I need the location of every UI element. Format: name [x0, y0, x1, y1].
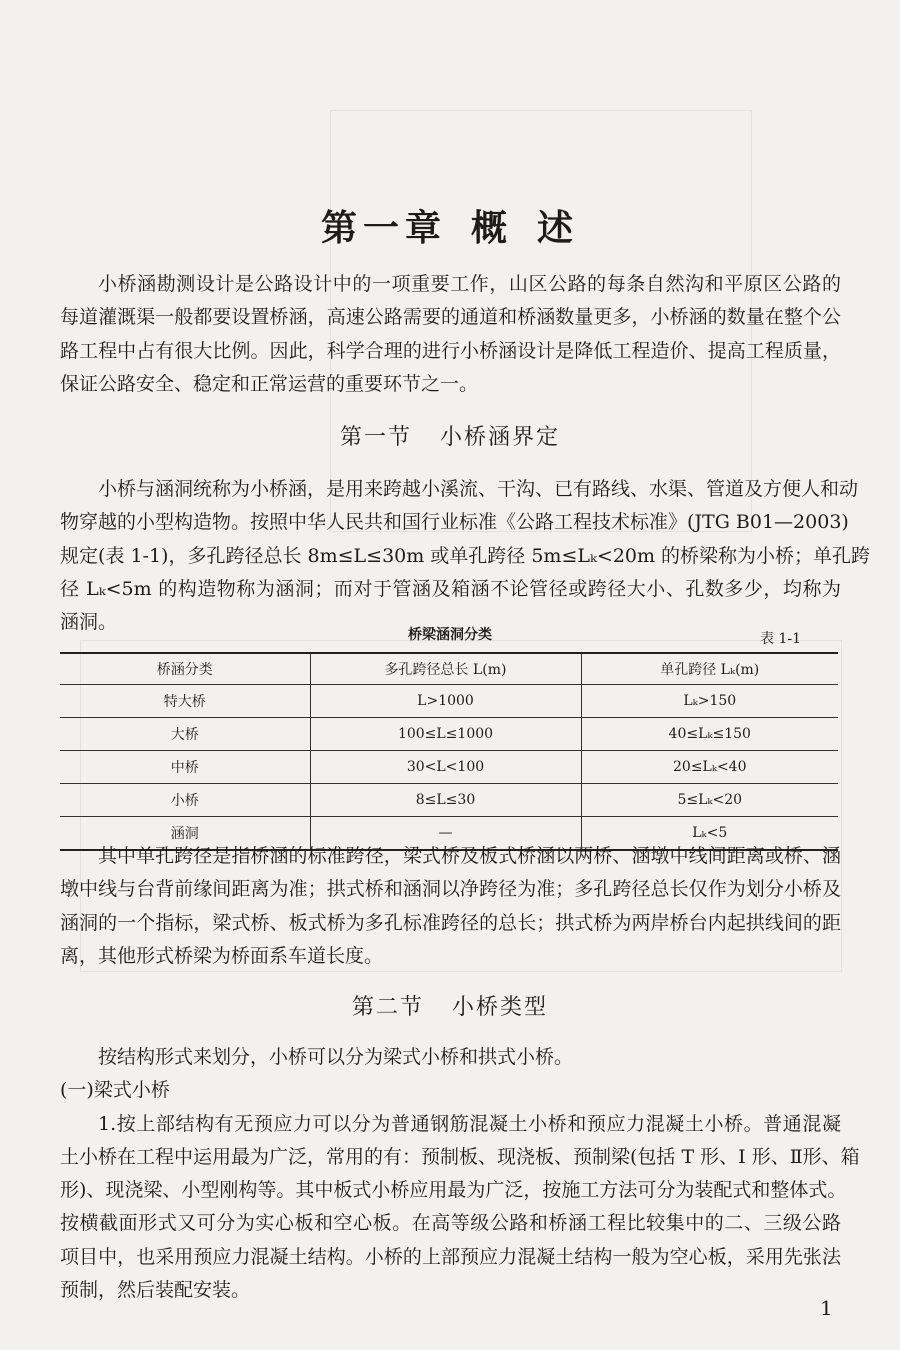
text-line: 小桥涵勘测设计是公路设计中的一项重要工作，山区公路的每条自然沟和平原区公路的 — [98, 273, 841, 295]
table-row — [60, 784, 838, 817]
text-line: 小桥与涵洞统称为小桥涵，是用来跨越小溪流、干沟、已有路线、水渠、管道及方便人和动 — [98, 478, 859, 500]
table-header-row — [60, 653, 838, 685]
header-cell: 多孔跨径总长 L(m) — [310, 653, 581, 685]
text-line: 每道灌溉渠一般都要设置桥涵，高速公路需要的通道和桥涵数量更多，小桥涵的数量在整个公 — [60, 306, 841, 329]
text-line: 墩中线与台背前缘间距离为准；拱式桥和涵洞以净跨径为准；多孔跨径总长仅作为划分小桥及 — [60, 878, 841, 901]
table-cell: 20≤Lₖ<40 — [581, 751, 838, 784]
table-caption: 桥梁涵洞分类 — [408, 627, 492, 643]
table-cell: L>1000 — [310, 685, 581, 718]
chapter-title — [0, 200, 900, 251]
text-line: 涵洞。 — [60, 611, 118, 634]
table-number: 表 1-1 — [760, 631, 801, 647]
table-cell: 30<L<100 — [310, 751, 581, 784]
table-cell: 40≤Lₖ≤150 — [581, 718, 838, 751]
text-line: 1.按上部结构有无预应力可以分为普通钢筋混凝土小桥和预应力混凝土小桥。普通混凝 — [98, 1112, 841, 1135]
header-cell: 单孔跨径 Lₖ(m) — [581, 653, 838, 685]
section2-heading — [0, 990, 900, 1021]
table-row — [60, 685, 838, 718]
table-row — [60, 718, 838, 751]
bridge-classification-table — [60, 652, 838, 851]
section2-paragraph — [60, 1041, 860, 1307]
text-line: 按结构形式来划分，小桥可以分为梁式小桥和拱式小桥。 — [98, 1046, 574, 1068]
section-number: 第二节 — [351, 995, 424, 1020]
table-row — [60, 751, 838, 784]
table-cell: 大桥 — [60, 718, 310, 751]
text-line: 规定(表 1-1)，多孔跨径总长 8m≤L≤30m 或单孔跨径 5m≤Lₖ<20m 的桥梁称为小桥；单孔跨 — [60, 544, 871, 567]
table-cell: 中桥 — [60, 751, 310, 784]
text-line: 形)、现浇梁、小型刚构等。其中板式小桥应用最为广泛，按施工方法可分为装配式和整体式。 — [60, 1179, 847, 1202]
text-line: 按横截面形式又可分为实心板和空心板。在高等级公路和桥涵工程比较集中的二、三级公路 — [60, 1212, 841, 1235]
table-cell: Lₖ>150 — [581, 685, 838, 718]
text-line: 物穿越的小型构造物。按照中华人民共和国行业标准《公路工程技术标准》(JTG B01—2003) — [60, 511, 849, 534]
section1-heading — [0, 420, 900, 451]
text-line: 涵洞的一个指标，梁式桥、板式桥为多孔标准跨径的总长；拱式桥为两岸桥台内起拱线间的距 — [60, 911, 841, 934]
text-line: 土小桥在工程中运用最为广泛，常用的有：预制板、现浇板、预制梁(包括 T 形、I 形、Ⅱ形、箱 — [60, 1145, 860, 1168]
chapter-word-1: 概 — [470, 208, 513, 249]
table-cell: 100≤L≤1000 — [310, 718, 581, 751]
table-cell: Lₖ<5 — [581, 817, 838, 851]
table-cell: 8≤L≤30 — [310, 784, 581, 817]
text-line: 离，其他形式桥梁为桥面系车道长度。 — [60, 944, 384, 967]
chapter-word-2: 述 — [537, 208, 580, 249]
text-line: 径 Lₖ<5m 的构造物称为涵洞；而对于管涵及箱涵不论管径或跨径大小、孔数多少，均称为 — [60, 577, 841, 600]
section-title: 小桥涵界定 — [440, 425, 561, 450]
text-line: 保证公路安全、稳定和正常运营的重要环节之一。 — [60, 372, 479, 395]
text-line: 其中单孔跨径是指桥涵的标准跨径，梁式桥及板式桥涵以两桥、涵墩中线间距离或桥、涵 — [98, 845, 841, 867]
section1-paragraph — [60, 473, 871, 639]
text-line: 预制，然后装配安装。 — [60, 1279, 251, 1302]
section-title: 小桥类型 — [452, 995, 549, 1020]
table-cell: 特大桥 — [60, 685, 310, 718]
text-line: 路工程中占有很大比例。因此，科学合理的进行小桥涵设计是降低工程造价、提高工程质量， — [60, 339, 841, 362]
page-number: 1 — [820, 1296, 833, 1320]
section-number: 第一节 — [339, 425, 412, 450]
subsection-heading: (一)梁式小桥 — [60, 1079, 170, 1102]
table-cell: — — [310, 817, 581, 851]
table-cell: 涵洞 — [60, 817, 310, 851]
intro-paragraph — [60, 268, 841, 401]
header-cell: 桥涵分类 — [60, 653, 310, 685]
table-cell: 5≤Lₖ<20 — [581, 784, 838, 817]
table-cell: 小桥 — [60, 784, 310, 817]
chapter-number: 第一章 — [320, 208, 447, 249]
note-paragraph — [60, 840, 841, 973]
text-line: 项目中，也采用预应力混凝土结构。小桥的上部预应力混凝土结构一般为空心板，采用先张法 — [60, 1245, 841, 1268]
